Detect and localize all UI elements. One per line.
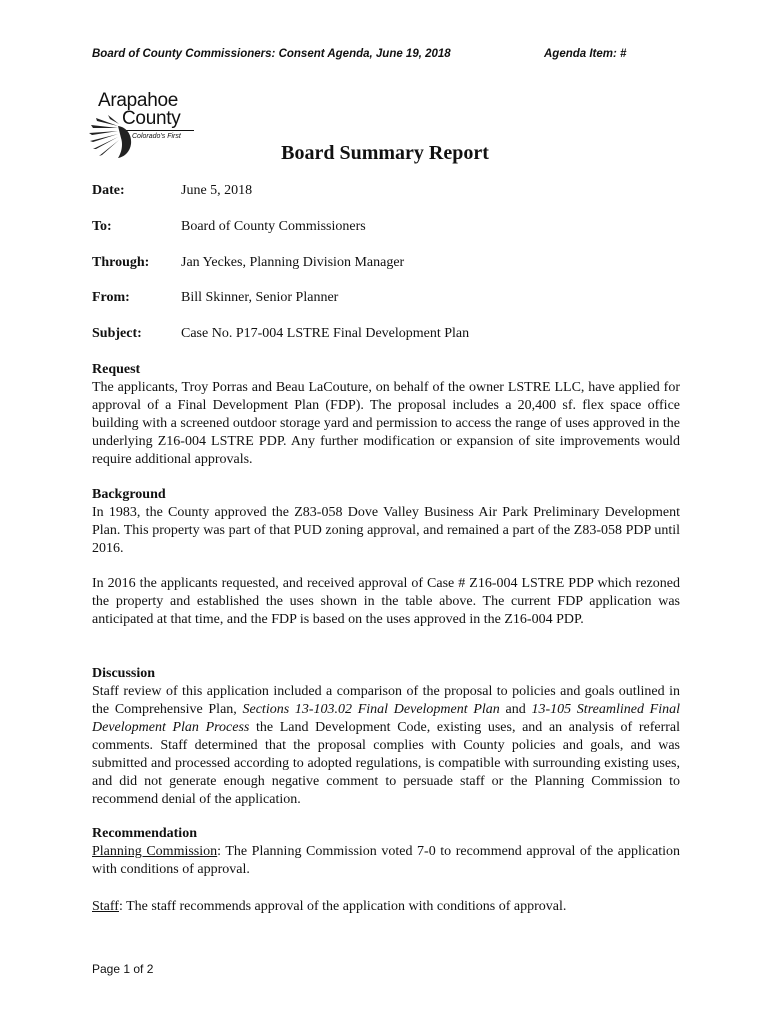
discussion-italic-section-ref: Sections 13-103.02 Final Development Plan	[242, 702, 500, 717]
section-background	[92, 486, 680, 558]
discussion-text-b: and	[499, 702, 532, 717]
running-header-agenda-item: Agenda Item: #	[544, 48, 627, 60]
memo-value-subject: Case No. P17-004 LSTRE Final Development Plan	[181, 326, 470, 341]
discussion-text	[92, 683, 680, 809]
section-recommendation	[92, 825, 680, 879]
memo-label-from: From:	[92, 290, 130, 305]
recommendation-heading: Recommendation	[92, 826, 197, 841]
planning-commission-label: Planning Commission	[92, 844, 218, 859]
section-staff-recommendation	[92, 898, 680, 916]
running-header-title: Board of County Commissioners: Consent Agenda, June 19, 2018	[92, 48, 451, 60]
memo-value-through: Jan Yeckes, Planning Division Manager	[181, 255, 405, 270]
staff-text: : The staff recommends approval of the application with conditions of approval.	[118, 899, 567, 914]
request-heading: Request	[92, 362, 141, 377]
logo-text-county: County	[122, 108, 181, 129]
planning-commission-text: : The Planning Commission voted 7-0 to recommend approval of the application with conditions of approval.	[92, 844, 680, 877]
discussion-heading: Discussion	[92, 666, 156, 681]
logo-tagline: Colorado's First	[132, 133, 181, 140]
report-title: Board Summary Report	[281, 142, 489, 164]
memo-label-through: Through:	[92, 255, 150, 270]
memo-label-subject: Subject:	[92, 326, 142, 341]
background-para-2: In 2016 the applicants requested, and received approval of Case # Z16-004 LSTRE PDP which rezoned the property and established the uses shown in the table above. The current FDP application was anticipated at that time, and the FDP is based on the uses approved in the Z16-004 PDP.	[92, 576, 680, 627]
background-heading: Background	[92, 487, 166, 502]
background-para-1: In 1983, the County approved the Z83-058 Dove Valley Business Air Park Preliminary Development Plan. This property was part of that PUD zoning approval, and remained a part of the Z83-058 PDP until 2016.	[92, 505, 680, 556]
memo-label-date: Date:	[92, 183, 125, 198]
recommendation-staff	[92, 898, 680, 916]
section-background-continued	[92, 575, 680, 629]
request-text: The applicants, Troy Porras and Beau LaCouture, on behalf of the owner LSTRE LLC, have applied for approval of a Final Development Plan (FDP). The proposal includes a 20,400 sf. flex space office building with a screened outdoor storage yard and permission to access the range of uses approved in the underlying Z16-004 LSTRE PDP. Any further modification or expansion of site improvements would require additional approvals.	[92, 380, 680, 467]
memo-label-to: To:	[92, 219, 112, 234]
discussion-text-c: the Land Development Code, existing uses, and an analysis of referral comments. Staff determined that the proposal complies with County policies and goals, and was submitted and processed according to adopted regulations, is compatible with surrounding existing uses, and did not generate enough negative comment to persuade staff or the Planning Commission to recommend denial of the application.	[92, 720, 680, 807]
memo-value-from: Bill Skinner, Senior Planner	[181, 290, 339, 305]
recommendation-planning-commission	[92, 843, 680, 879]
discussion-italic-process-ref: 13-105 Streamlined Final Development Plan Process	[92, 702, 680, 735]
memo-value-date: June 5, 2018	[181, 183, 253, 198]
discussion-text-a: Staff review of this application included a comparison of the proposal to policies and goals outlined in the Comprehensive Plan,	[92, 684, 680, 717]
page-number: Page 1 of 2	[92, 962, 154, 976]
memo-value-to: Board of County Commissioners	[181, 219, 366, 234]
section-discussion	[92, 665, 680, 809]
section-request	[92, 361, 680, 469]
staff-label: Staff	[92, 899, 119, 914]
logo-text-arapahoe: Arapahoe	[98, 90, 179, 111]
